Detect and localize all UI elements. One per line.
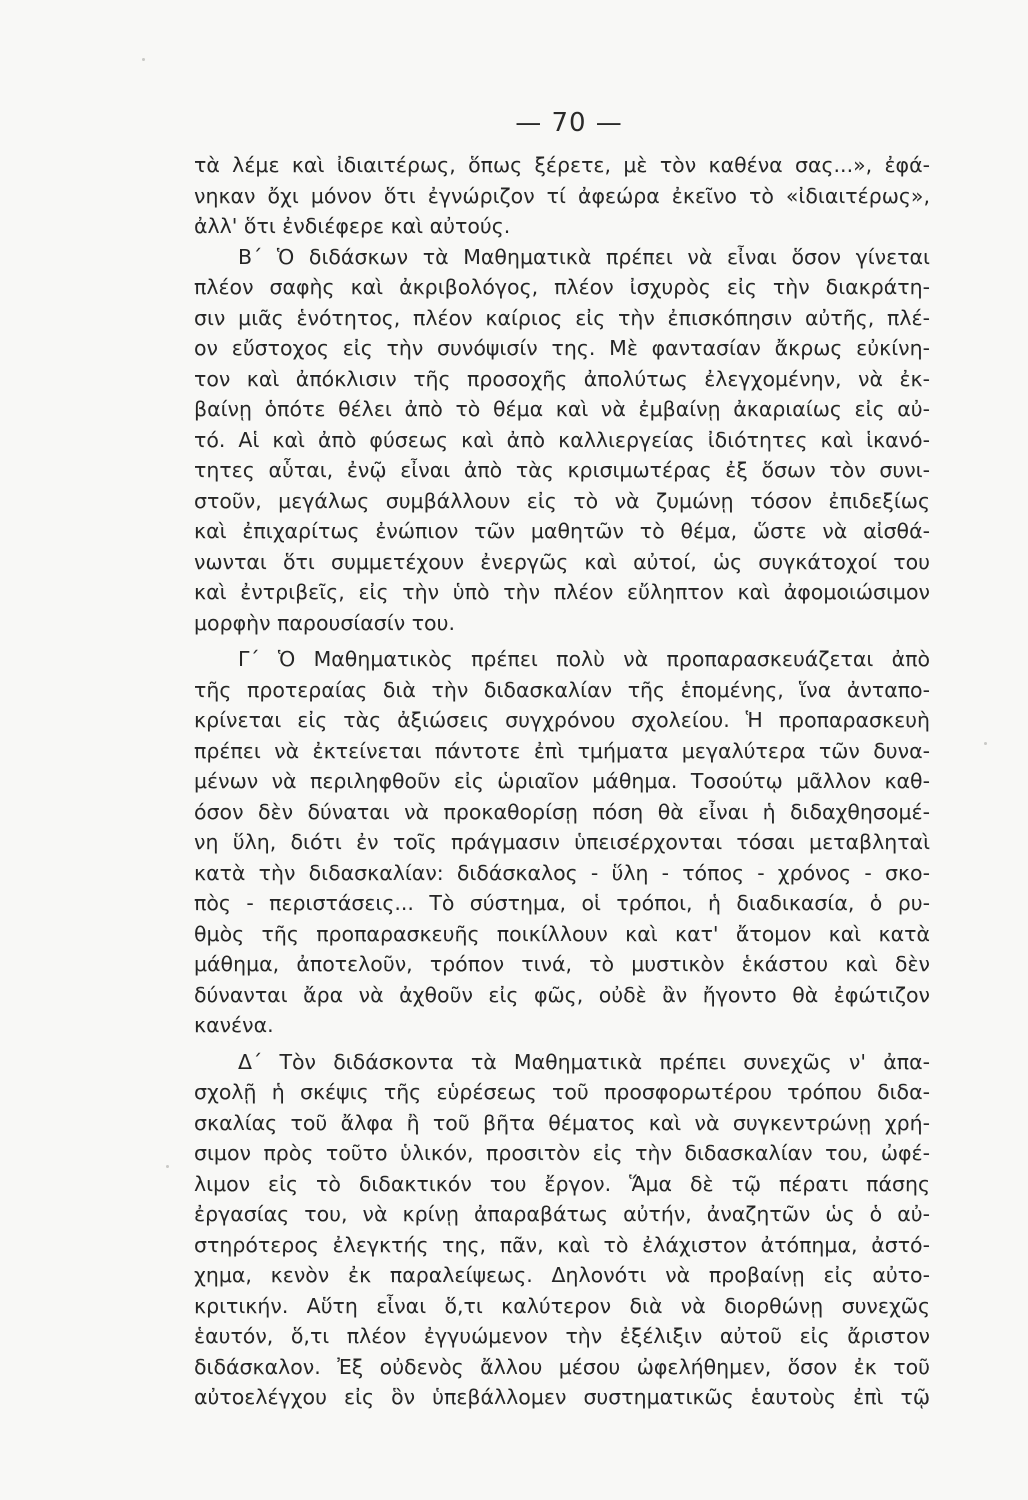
page-number: — 70 — xyxy=(515,108,623,138)
text-line: ἑαυτόν, ὅ,τι πλέον ἐγγυώμενον τὴν ἐξέλιξιν αὐτοῦ εἰς ἄριστον xyxy=(194,1324,930,1348)
paragraph-2 xyxy=(194,242,930,639)
text-line: μορφὴν παρουσίασίν του. xyxy=(194,610,455,635)
text-line: όσον δὲν δύναται νὰ προκαθορίσῃ πόση θὰ εἶναι ἡ διδαχθησομέ- xyxy=(194,799,930,824)
text-line: στοῦν, μεγάλως συμβάλλουν εἰς τὸ νὰ ζυμώνῃ τόσον ἐπιδεξίως xyxy=(194,488,930,513)
text-line: καὶ ἐντριβεῖς, εἰς τὴν ὑπὸ τὴν πλέον εὔληπτον καὶ ἀφομοιώσιμον xyxy=(194,580,930,604)
text-line: ον εὔστοχος εἰς τὴν συνόψισίν της. Μὲ φαντασίαν ἄκρως εὐκίνη- xyxy=(194,336,930,360)
text-line: νη ὕλη, διότι ἐν τοῖς πράγμασιν ὑπεισέρχονται τόσαι μεταβληταὶ xyxy=(194,830,930,854)
text-line: δύνανται ἄρα νὰ ἀχθοῦν εἰς φῶς, οὐδὲ ἂν ἤγοντο θὰ ἐφώτιζον xyxy=(194,982,930,1007)
paragraph-1 xyxy=(194,150,930,242)
text-line: τό. Αἱ καὶ ἀπὸ φύσεως καὶ ἀπὸ καλλιεργείας ἰδιότητες καὶ ἱκανό- xyxy=(194,427,930,452)
text-line: ἀλλ' ὅτι ἐνδιέφερε καὶ αὐτούς. xyxy=(194,214,511,238)
text-line: καὶ ἐπιχαρίτως ἐνώπιον τῶν μαθητῶν τὸ θέμα, ὥστε νὰ αἰσθά- xyxy=(194,519,930,543)
text-line: κριτικήν. Αὕτη εἶναι ὅ,τι καλύτερον διὰ νὰ διορθώνῃ συνεχῶς xyxy=(194,1293,930,1318)
text-line: ἐργασίας του, νὰ κρίνῃ ἀπαραβάτως αὐτήν, ἀναζητῶν ὡς ὁ αὐ- xyxy=(194,1202,930,1226)
text-line: σιν μιᾶς ἑνότητος, πλέον καίριος εἰς τὴν ἐπισκόπησιν αὐτῆς, πλέ- xyxy=(194,305,930,330)
paragraph-3 xyxy=(194,644,930,1041)
text-line: χημα, κενὸν ἐκ παραλείψεως. Δηλονότι νὰ προβαίνῃ εἰς αὐτο- xyxy=(194,1263,930,1287)
paper-speck xyxy=(166,1165,169,1168)
text-line: μένων νὰ περιληφθοῦν εἰς ὡριαῖον μάθημα. Τοσούτῳ μᾶλλον καθ- xyxy=(194,769,930,793)
text-line: Γ΄ Ὁ Μαθηματικὸς πρέπει πολὺ νὰ προπαρασκευάζεται ἀπὸ xyxy=(238,647,930,671)
text-line: σιμον πρὸς τοῦτο ὑλικόν, προσιτὸν εἰς τὴν διδασκαλίαν του, ὠφέ- xyxy=(194,1141,930,1165)
text-line: σχολῇ ἡ σκέψις τῆς εὑρέσεως τοῦ προσφορωτέρου τρόπου διδα- xyxy=(194,1080,930,1104)
text-line: θμὸς τῆς προπαρασκευῆς ποικίλλουν καὶ κατ' ἄτομον καὶ κατὰ xyxy=(194,921,930,946)
text-line: πλέον σαφὴς καὶ ἀκριβολόγος, πλέον ἰσχυρὸς εἰς τὴν διακράτη- xyxy=(194,275,930,299)
text-line: βαίνῃ ὁπότε θέλει ἀπὸ τὸ θέμα καὶ νὰ ἐμβαίνῃ ἀκαριαίως εἰς αὐ- xyxy=(194,397,930,421)
text-line: τον καὶ ἀπόκλισιν τῆς προσοχῆς ἀπολύτως ἐλεγχομένην, νὰ ἐκ- xyxy=(194,366,930,391)
text-line: τὰ λέμε καὶ ἰδιαιτέρως, ὅπως ξέρετε, μὲ τὸν καθένα σας...», ἐφά- xyxy=(194,153,930,177)
text-line: αὐτοελέγχου εἰς ὃν ὑπεβάλλομεν συστηματικῶς ἑαυτοὺς ἐπὶ τῷ xyxy=(194,1385,930,1409)
text-line: τῆς προτεραίας διὰ τὴν διδασκαλίαν τῆς ἑπομένης, ἵνα ἀνταπο- xyxy=(194,677,930,702)
text-line: σκαλίας τοῦ ἄλφα ἢ τοῦ βῆτα θέματος καὶ νὰ συγκεντρώνῃ χρή- xyxy=(194,1110,930,1135)
paragraph-4 xyxy=(194,1047,930,1413)
text-line: νωνται ὅτι συμμετέχουν ἐνεργῶς καὶ αὐτοί, ὡς συγκάτοχοί του xyxy=(194,549,930,574)
paper-speck xyxy=(142,58,145,61)
text-line: διδάσκαλον. Ἐξ οὐδενὸς ἄλλου μέσου ὠφελήθημεν, ὅσον ἐκ τοῦ xyxy=(194,1354,930,1379)
text-line: τητες αὗται, ἐνῷ εἶναι ἀπὸ τὰς κρισιμωτέρας ἐξ ὅσων τὸν συνι- xyxy=(194,458,930,482)
text-line: μάθημα, ἀποτελοῦν, τρόπον τινά, τὸ μυστικὸν ἑκάστου καὶ δὲν xyxy=(194,952,930,976)
text-line: λιμον εἰς τὸ διδακτικόν του ἔργον. Ἅμα δὲ τῷ πέρατι πάσης xyxy=(194,1171,930,1196)
text-line: κρίνεται εἰς τὰς ἀξιώσεις συγχρόνου σχολείου. Ἡ προπαρασκευὴ xyxy=(194,708,930,732)
text-line: νηκαν ὄχι μόνον ὅτι ἐγνώριζον τί ἀφεώρα ἐκεῖνο τὸ «ἰδιαιτέρως», xyxy=(194,183,930,208)
text-line: στηρότερος ἐλεγκτής της, πᾶν, καὶ τὸ ἐλάχιστον ἀτόπημα, ἀστό- xyxy=(194,1232,930,1257)
text-line: πρέπει νὰ ἐκτείνεται πάντοτε ἐπὶ τμήματα μεγαλύτερα τῶν δυνα- xyxy=(194,738,930,763)
text-line: κατὰ τὴν διδασκαλίαν: διδάσκαλος - ὕλη - τόπος - χρόνος - σκο- xyxy=(194,860,930,885)
text-line: πὸς - περιστάσεις... Τὸ σύστημα, οἱ τρόποι, ἡ διαδικασία, ὁ ρυ- xyxy=(194,891,930,915)
body-text xyxy=(194,150,930,1413)
paper-speck xyxy=(984,742,987,745)
text-line: Δ΄ Τὸν διδάσκοντα τὰ Μαθηματικὰ πρέπει συνεχῶς ν' ἀπα- xyxy=(238,1049,930,1074)
text-line: κανένα. xyxy=(194,1013,274,1037)
text-line: Β΄ Ὁ διδάσκων τὰ Μαθηματικὰ πρέπει νὰ εἶναι ὅσον γίνεται xyxy=(238,244,930,269)
